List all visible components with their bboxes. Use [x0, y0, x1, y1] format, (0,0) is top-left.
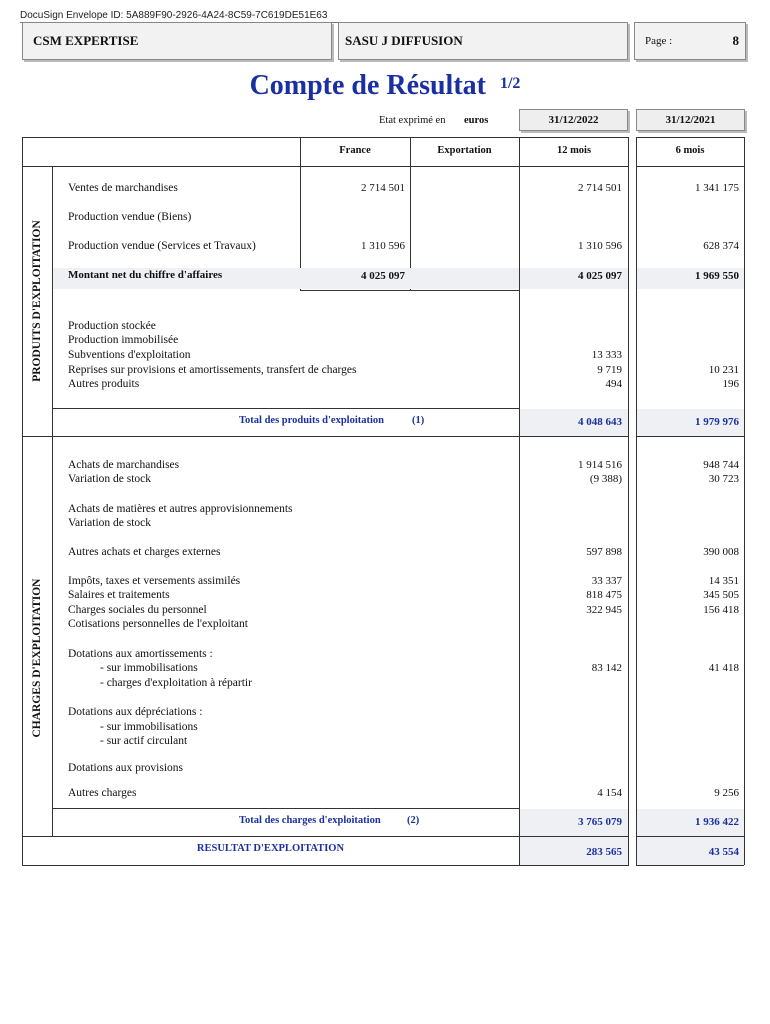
row-label: Production vendue (Biens) — [68, 211, 192, 223]
row-label: Achats de marchandises — [68, 459, 180, 471]
rule — [300, 290, 519, 291]
cell-previous: 14 351 — [708, 575, 739, 587]
title-fraction: 1/2 — [499, 75, 521, 92]
rule — [744, 137, 745, 865]
date-previous: 31/12/2021 — [636, 109, 745, 131]
docusign-envelope-id: DocuSign Envelope ID: 5A889F90-2926-4A24-8C59-7C619DE51E63 — [20, 10, 328, 21]
cell-france: 2 714 501 — [361, 182, 405, 194]
rule — [628, 137, 629, 865]
cell-previous: 156 418 — [703, 604, 739, 616]
row-label: Subventions d'exploitation — [68, 349, 191, 361]
row-label: - charges d'exploitation à répartir — [100, 677, 252, 689]
total-produits-previous: 1 979 976 — [695, 416, 739, 428]
col-current-months: 12 mois — [556, 145, 592, 156]
row-label: Production immobilisée — [68, 334, 179, 346]
rule — [22, 836, 519, 837]
cell-previous: 948 744 — [703, 459, 739, 471]
col-export: Exportation — [437, 145, 492, 156]
row-label: Production vendue (Services et Travaux) — [68, 240, 256, 252]
row-label: Autres achats et charges externes — [68, 546, 221, 558]
total-charges-previous: 1 936 422 — [695, 816, 739, 828]
row-label: Production stockée — [68, 320, 156, 332]
cell-current: 13 333 — [591, 349, 622, 361]
cell-current: 2 714 501 — [578, 182, 622, 194]
rule — [636, 166, 744, 167]
company-right: SASU J DIFFUSION — [345, 33, 463, 48]
total-charges-label: Total des charges d'exploitation — [239, 815, 381, 826]
col-france: France — [339, 145, 371, 156]
cell-previous: 390 008 — [703, 546, 739, 558]
total-produits-ref: (1) — [412, 415, 425, 426]
row-label: Ventes de marchandises — [68, 182, 178, 194]
rule — [519, 436, 629, 437]
total-charges-current: 3 765 079 — [578, 816, 622, 828]
cell-previous: 30 723 — [708, 473, 739, 485]
section-charges-label: CHARGES D'EXPLOITATION — [31, 578, 43, 738]
date-current: 31/12/2022 — [519, 109, 628, 131]
row-label: Salaires et traitements — [68, 589, 170, 601]
cell-previous: 345 505 — [703, 589, 739, 601]
cell-current: 1 914 516 — [578, 459, 622, 471]
cell-current: 9 719 — [597, 364, 622, 376]
total-produits-label: Total des produits d'exploitation — [239, 415, 384, 426]
cell-current: (9 388) — [589, 473, 622, 485]
rule — [22, 865, 519, 866]
cell-previous: 1 341 175 — [695, 182, 739, 194]
row-label: Dotations aux amortissements : — [68, 648, 213, 660]
cell-current: 83 142 — [591, 662, 622, 674]
cell-current: 33 337 — [591, 575, 622, 587]
row-label: Charges sociales du personnel — [68, 604, 207, 616]
rule — [519, 865, 629, 866]
cell-current: 4 154 — [597, 787, 622, 799]
row-label: Montant net du chiffre d'affaires — [68, 269, 223, 281]
header-company-left-box — [22, 22, 332, 60]
cell-france: 1 310 596 — [361, 240, 405, 252]
row-label: Dotations aux dépréciations : — [68, 706, 203, 718]
cell-current: 597 898 — [586, 546, 622, 558]
rule — [52, 408, 519, 409]
row-label: Impôts, taxes et versements assimilés — [68, 575, 241, 587]
total-produits-current: 4 048 643 — [578, 416, 622, 428]
resultat-previous: 43 554 — [708, 846, 739, 858]
cell-previous: 9 256 — [714, 787, 739, 799]
company-left: CSM EXPERTISE — [33, 33, 139, 48]
page-number: 8 — [732, 33, 739, 48]
cell-current: 818 475 — [586, 589, 622, 601]
rule — [636, 436, 744, 437]
rule — [519, 166, 629, 167]
total-charges-ref: (2) — [407, 815, 420, 826]
rule — [22, 137, 23, 865]
cell-previous: 1 969 550 — [695, 270, 739, 282]
rule — [52, 166, 53, 836]
unit-label: Etat exprimé en — [379, 115, 446, 126]
header-company-right-box — [338, 22, 628, 60]
cell-france: 4 025 097 — [361, 270, 405, 282]
title-main: Compte de Résultat — [249, 70, 486, 101]
cell-previous: 10 231 — [708, 364, 739, 376]
rule — [636, 137, 744, 138]
rule — [636, 865, 744, 866]
cell-previous: 628 374 — [703, 240, 739, 252]
resultat-label: RESULTAT D'EXPLOITATION — [196, 843, 345, 854]
section-produits-label: PRODUITS D'EXPLOITATION — [31, 220, 43, 382]
row-label: Variation de stock — [68, 517, 152, 529]
row-label: Autres produits — [68, 378, 140, 390]
row-label: - sur immobilisations — [100, 662, 198, 674]
page-title — [0, 70, 770, 102]
row-label: Achats de matières et autres approvisionnements — [68, 503, 293, 515]
col-previous-months: 6 mois — [675, 145, 705, 156]
row-label: - sur actif circulant — [100, 735, 188, 747]
cell-current: 1 310 596 — [578, 240, 622, 252]
cell-previous: 196 — [722, 378, 739, 390]
header-page-box — [634, 22, 746, 60]
row-label: Autres charges — [68, 787, 137, 799]
cell-current: 322 945 — [586, 604, 622, 616]
row-label: Dotations aux provisions — [68, 762, 183, 774]
row-label: - sur immobilisations — [100, 721, 198, 733]
row-label: Variation de stock — [68, 473, 152, 485]
rule — [22, 137, 519, 138]
row-label: Reprises sur provisions et amortissements, transfert de charges — [68, 364, 357, 376]
page-label: Page : — [645, 35, 673, 47]
cell-current: 4 025 097 — [578, 270, 622, 282]
cell-current: 494 — [605, 378, 622, 390]
rule — [519, 137, 629, 138]
unit-value: euros — [464, 115, 489, 126]
cell-previous: 41 418 — [708, 662, 739, 674]
rule — [22, 436, 519, 437]
row-label: Cotisations personnelles de l'exploitant — [68, 618, 248, 630]
resultat-current: 283 565 — [586, 846, 622, 858]
rule — [22, 166, 519, 167]
rule — [52, 808, 519, 809]
